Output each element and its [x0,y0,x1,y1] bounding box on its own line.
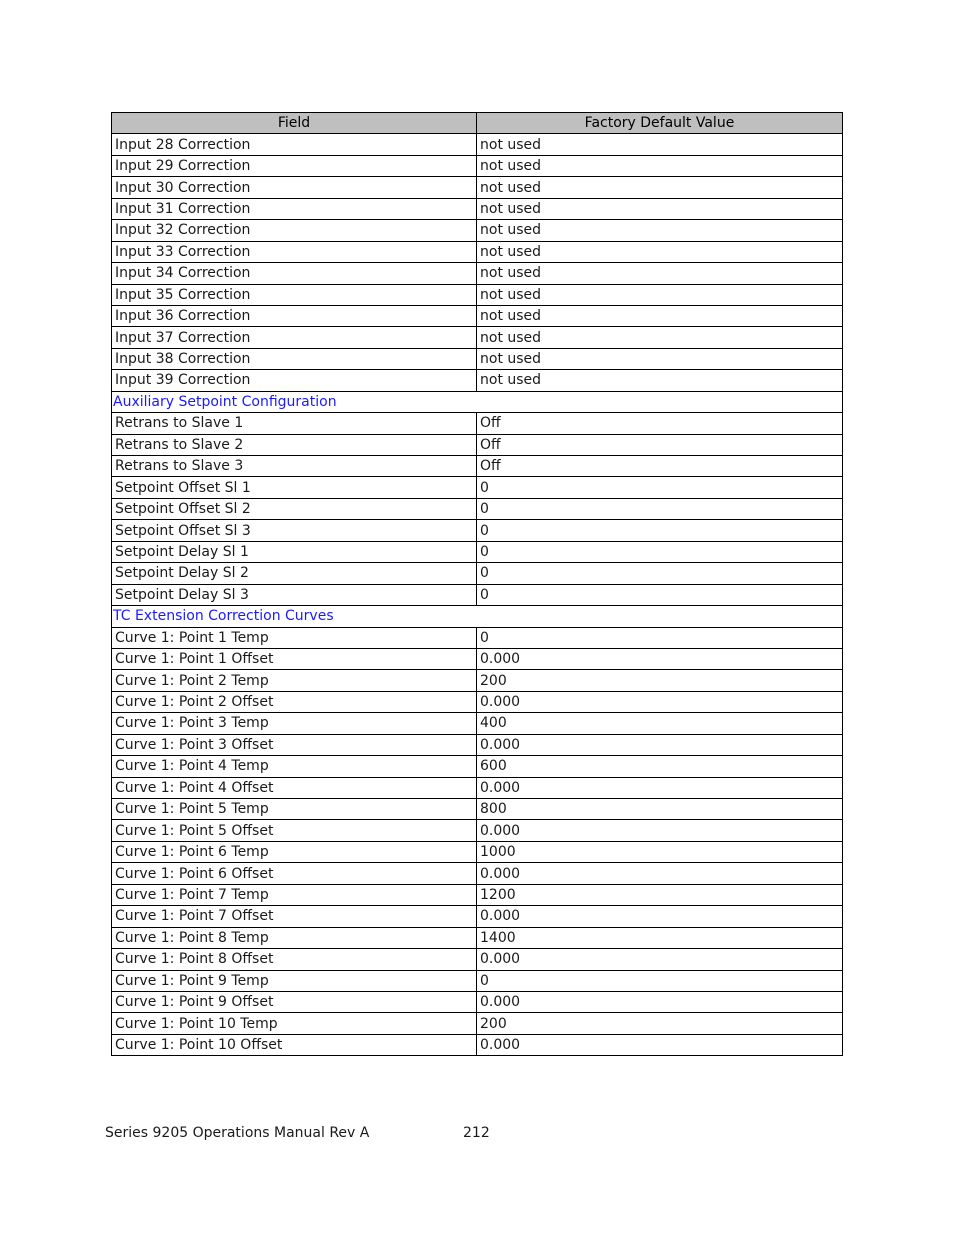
table-row [112,541,843,562]
field-cell: Input 28 Correction [112,134,477,155]
table-row [112,970,843,991]
page-number: 212 [463,1125,490,1141]
field-cell: Curve 1: Point 9 Offset [112,991,477,1012]
table-row [112,1034,843,1055]
table-row [112,327,843,348]
table-row [112,177,843,198]
default-value-cell: 0 [477,520,843,541]
default-value-cell: 800 [477,799,843,820]
default-value-cell: 0.000 [477,991,843,1012]
column-header-default-value: Factory Default Value [477,113,843,134]
table-row [112,841,843,862]
default-value-cell: 1400 [477,927,843,948]
table-row [112,305,843,326]
default-value-cell: 0.000 [477,734,843,755]
table-row [112,863,843,884]
default-value-cell: 0 [477,477,843,498]
field-cell: Input 33 Correction [112,241,477,262]
table-row [112,456,843,477]
field-cell: Input 39 Correction [112,370,477,391]
table-row [112,370,843,391]
default-value-cell: 200 [477,670,843,691]
field-cell: Input 32 Correction [112,220,477,241]
table-row [112,155,843,176]
field-cell: Curve 1: Point 4 Temp [112,756,477,777]
field-cell: Input 30 Correction [112,177,477,198]
section-row [112,606,843,627]
default-value-cell: 0.000 [477,863,843,884]
default-value-cell: Off [477,413,843,434]
field-cell: Curve 1: Point 10 Offset [112,1034,477,1055]
field-cell: Curve 1: Point 2 Temp [112,670,477,691]
footer-manual-title: Series 9205 Operations Manual Rev A [105,1125,370,1141]
table-row [112,627,843,648]
default-value-cell: 0 [477,970,843,991]
default-value-cell: 0.000 [477,820,843,841]
table-row [112,648,843,669]
section-heading: TC Extension Correction Curves [112,606,843,627]
field-cell: Retrans to Slave 1 [112,413,477,434]
default-value-cell: 1200 [477,884,843,905]
table-row [112,413,843,434]
default-value-cell: 600 [477,756,843,777]
table-row [112,820,843,841]
table-row [112,734,843,755]
default-value-cell: not used [477,305,843,326]
field-cell: Input 34 Correction [112,263,477,284]
table-row [112,563,843,584]
field-cell: Curve 1: Point 1 Offset [112,648,477,669]
table-row [112,263,843,284]
default-value-cell: not used [477,327,843,348]
table-row [112,220,843,241]
field-cell: Setpoint Delay Sl 3 [112,584,477,605]
default-value-cell: not used [477,155,843,176]
field-cell: Curve 1: Point 6 Temp [112,841,477,862]
table-row [112,241,843,262]
field-cell: Curve 1: Point 9 Temp [112,970,477,991]
default-value-cell: 400 [477,713,843,734]
table-row [112,927,843,948]
field-cell: Curve 1: Point 10 Temp [112,1013,477,1034]
default-value-cell: not used [477,198,843,219]
field-cell: Input 38 Correction [112,348,477,369]
table-row [112,520,843,541]
field-cell: Curve 1: Point 6 Offset [112,863,477,884]
field-cell: Input 37 Correction [112,327,477,348]
table-header-row [112,113,843,134]
field-cell: Curve 1: Point 3 Offset [112,734,477,755]
table-row [112,670,843,691]
default-value-cell: 0.000 [477,1034,843,1055]
table-row [112,799,843,820]
default-value-cell: 1000 [477,841,843,862]
table-row [112,777,843,798]
field-cell: Curve 1: Point 4 Offset [112,777,477,798]
default-value-cell: Off [477,456,843,477]
default-value-cell: not used [477,177,843,198]
field-cell: Curve 1: Point 8 Offset [112,949,477,970]
table-row [112,584,843,605]
default-value-cell: not used [477,348,843,369]
default-value-cell: 0 [477,498,843,519]
field-cell: Setpoint Offset Sl 2 [112,498,477,519]
field-cell: Input 35 Correction [112,284,477,305]
field-cell: Curve 1: Point 5 Offset [112,820,477,841]
default-value-cell: 0.000 [477,949,843,970]
table-row [112,434,843,455]
default-value-cell: not used [477,241,843,262]
field-cell: Curve 1: Point 8 Temp [112,927,477,948]
table-row [112,991,843,1012]
default-value-cell: 0.000 [477,691,843,712]
field-cell: Input 36 Correction [112,305,477,326]
table-row [112,1013,843,1034]
table-row [112,906,843,927]
default-value-cell: 0 [477,563,843,584]
defaults-table [111,112,843,1056]
field-cell: Input 31 Correction [112,198,477,219]
field-cell: Curve 1: Point 3 Temp [112,713,477,734]
default-value-cell: 0.000 [477,906,843,927]
field-cell: Setpoint Offset Sl 1 [112,477,477,498]
default-value-cell: 0.000 [477,777,843,798]
default-value-cell: 0.000 [477,648,843,669]
table-row [112,691,843,712]
table-row [112,134,843,155]
table-body [112,134,843,1056]
field-cell: Curve 1: Point 7 Offset [112,906,477,927]
default-value-cell: 0 [477,627,843,648]
default-value-cell: 200 [477,1013,843,1034]
default-value-cell: 0 [477,584,843,605]
default-value-cell: not used [477,220,843,241]
field-cell: Curve 1: Point 2 Offset [112,691,477,712]
field-cell: Curve 1: Point 7 Temp [112,884,477,905]
table-row [112,348,843,369]
field-cell: Curve 1: Point 1 Temp [112,627,477,648]
field-cell: Retrans to Slave 3 [112,456,477,477]
table-row [112,949,843,970]
section-row [112,391,843,412]
field-cell: Curve 1: Point 5 Temp [112,799,477,820]
default-value-cell: Off [477,434,843,455]
table-row [112,284,843,305]
field-cell: Setpoint Offset Sl 3 [112,520,477,541]
field-cell: Setpoint Delay Sl 1 [112,541,477,562]
default-value-cell: 0 [477,541,843,562]
column-header-field: Field [112,113,477,134]
default-value-cell: not used [477,263,843,284]
table-row [112,498,843,519]
table-row [112,713,843,734]
field-cell: Setpoint Delay Sl 2 [112,563,477,584]
table-row [112,756,843,777]
default-value-cell: not used [477,284,843,305]
table-row [112,198,843,219]
default-value-cell: not used [477,370,843,391]
default-value-cell: not used [477,134,843,155]
section-heading: Auxiliary Setpoint Configuration [112,391,843,412]
table-row [112,884,843,905]
field-cell: Retrans to Slave 2 [112,434,477,455]
table-row [112,477,843,498]
field-cell: Input 29 Correction [112,155,477,176]
